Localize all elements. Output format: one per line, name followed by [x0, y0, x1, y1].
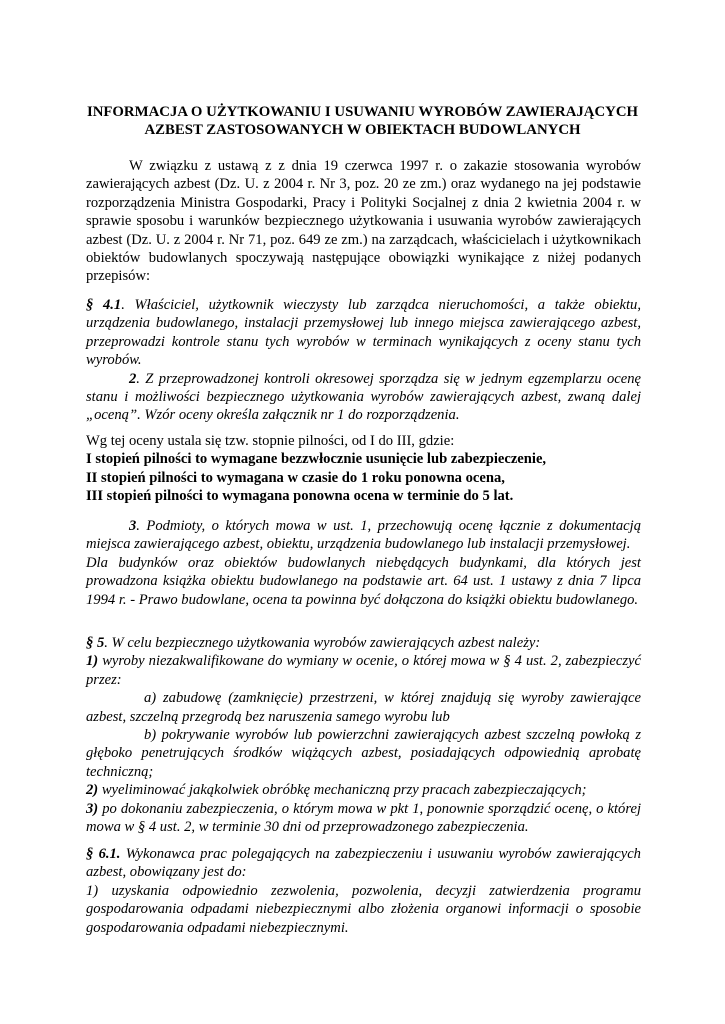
- intro-text: W związku z ustawą z z dnia 19 czerwca 1997 r. o zakazie stosowania wyrobów zawierających azbest (Dz. U. z 2004 r. Nr 3, poz. 20 ze zm.) oraz wydanego na jej podstawie rozporządzenia Ministra Gospodarki, Pracy i Polityki Socjalnej z dnia 2 kwietnia 2004 r. w sprawie sposobu i warunków bezpiecznego użytkowania i usuwania wyrobów zawierających azbest (Dz. U. z 2004 r. Nr 71, poz. 649 ze zm.) na zarządcach, właścicielach i użytkownikach obiektów budowlanych spoczywają następujące obowiązki wynikające z niżej podanych przepisów:: [86, 158, 641, 285]
- section-4-1-body: . Właściciel, użytkownik wieczysty lub zarządca nieruchomości, a także obiektu, urządzenia budowlanego, instalacji przemysłowej lub innego miejsca zawierającego azbest, przeprowadzi kontrole stanu tych wyrobów w terminach wynikających z oceny stanu tych wyrobów.: [86, 297, 641, 369]
- section-5: [86, 634, 641, 836]
- section-4-2-body: . Z przeprowadzonej kontroli okresowej sporządza się w jednym egzemplarzu ocenę stanu i możliwości bezpiecznego użytkowania wyrobów zawierających azbest, zwaną dalej „oceną”. Wzór oceny określa załącznik nr 1 do rozporządzenia.: [86, 370, 641, 424]
- section-5-point-b: b) pokrywanie wyrobów lub powierzchni zawierających azbest szczelną powłoką z głęboko penetrujących środków wiążących azbest, posiadających odpowiednią aprobatę techniczną;: [86, 727, 641, 780]
- section-4-1: [86, 296, 641, 425]
- title-line-1: INFORMACJA O UŻYTKOWANIU I USUWANIU WYROBÓW ZAWIERAJĄCYCH: [86, 104, 639, 120]
- section-4-2-text: [86, 370, 641, 425]
- section-5-point-2: 2) wyeliminować jakąkolwiek obróbkę mechaniczną przy pracach zabezpieczających;: [86, 782, 587, 799]
- urgency-level-3: III stopień pilności to wymagana ponowna ocena w terminie do 5 lat.: [86, 488, 514, 505]
- section-5-text: [86, 634, 641, 652]
- urgency-level-1: I stopień pilności to wymagane bezzwłocznie usunięcie lub zabezpieczenie,: [86, 451, 547, 468]
- section-6-1: [86, 845, 641, 937]
- document-title: [0, 103, 725, 139]
- section-6-1-body: Wykonawca prac polegających na zabezpieczeniu i usuwaniu wyrobów zawierających azbest, obowiązany jest do:: [86, 846, 641, 881]
- section-6-1-point-1: 1) uzyskania odpowiednio zezwolenia, pozwolenia, decyzji zatwierdzenia programu gospodarowania odpadami niebezpiecznymi albo złożenia organowi informacji o sposobie gospodarowania odpadami niebezpiecznymi.: [86, 882, 641, 936]
- section-4-3: [86, 517, 641, 609]
- section-4-3-number: 3: [129, 518, 137, 534]
- section-5-point-1: 1) wyroby niezakwalifikowane do wymiany w ocenie, o której mowa w § 4 ust. 2, zabezpieczyć przez:: [86, 653, 641, 688]
- section-5-number: § 5: [86, 635, 105, 651]
- section-5-point-3: 3) po dokonaniu zabezpieczenia, o którym mowa w pkt 1, ponownie sporządzić ocenę, o której mowa w § 4 ust. 2, w terminie 30 dni od przeprowadzonego zabezpieczenia.: [86, 800, 641, 836]
- urgency-level-2: II stopień pilności to wymagana w czasie do 1 roku ponowna ocena,: [86, 469, 505, 486]
- section-4-2-number: 2: [129, 370, 137, 387]
- title-line-2: AZBEST ZASTOSOWANYCH W OBIEKTACH BUDOWLANYCH: [144, 122, 581, 138]
- section-4-3-text: [86, 517, 641, 554]
- section-4-3-body: . Podmioty, o których mowa w ust. 1, przechowują ocenę łącznie z dokumentacją miejsca zawierającego azbest, obiektu, urządzenia budowlanego lub instalacji przemysłowej.: [86, 518, 641, 553]
- section-4-3-text-2: Dla budynków oraz obiektów budowlanych niebędących budynkami, dla których jest prowadzona książka obiektu budowlanego na podstawie art. 64 ust. 1 ustawy z dnia 7 lipca 1994 r. - Prawo budowlane, ocena ta powinna być dołączona do książki obiektu budowlanego.: [86, 554, 641, 608]
- section-5-point-a: a) zabudowę (zamknięcie) przestrzeni, w której znajdują się wyroby zawierające azbest, szczelną przegrodą bez naruszenia samego wyrobu lub: [86, 690, 641, 725]
- intro-paragraph: [86, 157, 641, 286]
- section-4-1-number: § 4.1: [86, 297, 122, 313]
- section-6-1-text: [86, 845, 641, 882]
- section-6-1-number: § 6.1.: [86, 846, 121, 862]
- urgency-levels: [86, 432, 641, 506]
- section-5-body: . W celu bezpiecznego użytkowania wyrobów zawierających azbest należy:: [104, 635, 541, 651]
- urgency-intro: Wg tej oceny ustala się tzw. stopnie pilności, od I do III, gdzie:: [86, 433, 455, 449]
- section-4-1-text: [86, 296, 641, 370]
